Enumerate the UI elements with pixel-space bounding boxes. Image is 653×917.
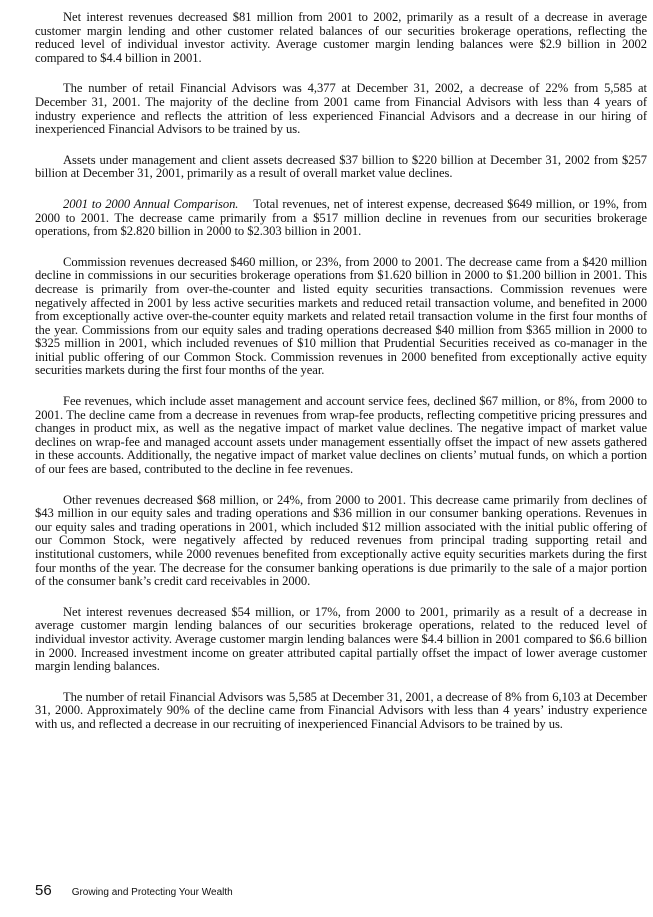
paragraph-2002-financial-advisors: The number of retail Financial Advisors was 4,377 at December 31, 2002, a decrease of 22% from 5,585 at December 31, 2001. The majority of the decline from 2001 came from Financial Advisors with less than 4 years of industry experience and reflects the attrition of less experienced Financial Advisors and a decrease in our hiring of inexperienced Financial Advisors to be trained by us.	[35, 81, 647, 137]
paragraph-2002-net-interest: Net interest revenues decreased $81 million from 2001 to 2002, primarily as a result of a decrease in average customer margin lending and other customer related balances of our securities brokerage operations, reflecting the reduced level of individual investor activity. Average customer margin lending balances were $2.9 billion in 2002 compared to $4.4 billion in 2001.	[35, 10, 647, 65]
paragraph-2001-commission-revenues: Commission revenues decreased $460 million, or 23%, from 2000 to 2001. The decrease came from a $420 million decline in commissions in our securities brokerage operations from $1.620 billion in 2000 to $1.200 billion in 2001. This decrease is primarily from over-the-counter and listed equity securities transactions. Commission revenues were negatively affected in 2001 by less active securities markets and reduced retail transaction volume, and benefited in 2000 from exceptionally active over-the-counter equity markets and related retail transaction volume in the first four months of the year. Commissions from our equity sales and trading operations decreased $40 million from $365 million in 2000 to $325 million in 2001, which included revenues of $10 million that Prudential Securities received as co-manager in the initial public offering of our Common Stock. Commission revenues in 2000 benefited from exceptionally active equity securities markets during the first four months of the year.	[35, 254, 647, 378]
page-number: 56	[35, 882, 52, 899]
page-footer	[35, 882, 233, 899]
paragraph-2001-financial-advisors: The number of retail Financial Advisors was 5,585 at December 31, 2001, a decrease of 8% from 6,103 at December 31, 2000. Approximately 90% of the decline came from Financial Advisors with less than 4 years’ industry experience with us, and reflected a decrease in our recruiting of inexperienced Financial Advisors to be trained by us.	[35, 689, 647, 731]
section-heading: 2001 to 2000 Annual Comparison.	[63, 196, 239, 211]
paragraph-2002-assets-under-management: Assets under management and client assets decreased $37 billion to $220 billion at December 31, 2002 from $257 billion at December 31, 2001, primarily as a result of overall market value declines.	[35, 152, 647, 181]
paragraph-text: Total revenues, net of interest expense, decreased $649 million, or 19%, from 2000 to 2001. The decrease came primarily from a $517 million decline in revenues from our securities brokerage operations, from $2.820 billion in 2000 to $2.303 billion in 2001.	[35, 196, 648, 239]
paragraph-2001-annual-comparison	[35, 198, 647, 239]
running-title: Growing and Protecting Your Wealth	[71, 887, 233, 898]
document-body	[35, 11, 647, 749]
paragraph-2001-net-interest: Net interest revenues decreased $54 million, or 17%, from 2000 to 2001, primarily as a result of a decrease in average customer margin lending balances of our securities brokerage operations, related to the reduced level of individual investor activity. Average customer margin lending balances were $4.4 billion in 2001 compared to $6.6 billion in 2000. Increased investment income on greater attributed capital partially offset the impact of lower average customer margin lending balances.	[35, 604, 647, 674]
paragraph-2001-fee-revenues: Fee revenues, which include asset management and account service fees, declined $67 million, or 8%, from 2000 to 2001. The decline came from a decrease in revenues from wrap-fee products, reflecting competitive pricing pressures and changes in product mix, as well as the negative impact of market value declines. The negative impact of market value declines on wrap-fee and managed account assets under management essentially offset the impact of new assets gathered in these accounts. Additionally, the negative impact of market value declines on clients’ mutual funds, on which a portion of our fees are based, contributed to the decline in fee revenues.	[35, 394, 647, 477]
paragraph-2001-other-revenues: Other revenues decreased $68 million, or 24%, from 2000 to 2001. This decrease came primarily from declines of $43 million in our equity sales and trading operations and $36 million in our consumer banking operations. Revenues in our equity sales and trading operations in 2001, which included $12 million associated with the initial public offering of our Common Stock, were negatively affected by reduced revenues from principal trading supporting retail and institutional customers, while 2000 revenues benefited from exceptionally active equity securities markets during the first four months of the year. The decrease for the consumer banking operations is due primarily to the sale of a major portion of the consumer bank’s credit card receivables in 2000.	[35, 492, 647, 589]
